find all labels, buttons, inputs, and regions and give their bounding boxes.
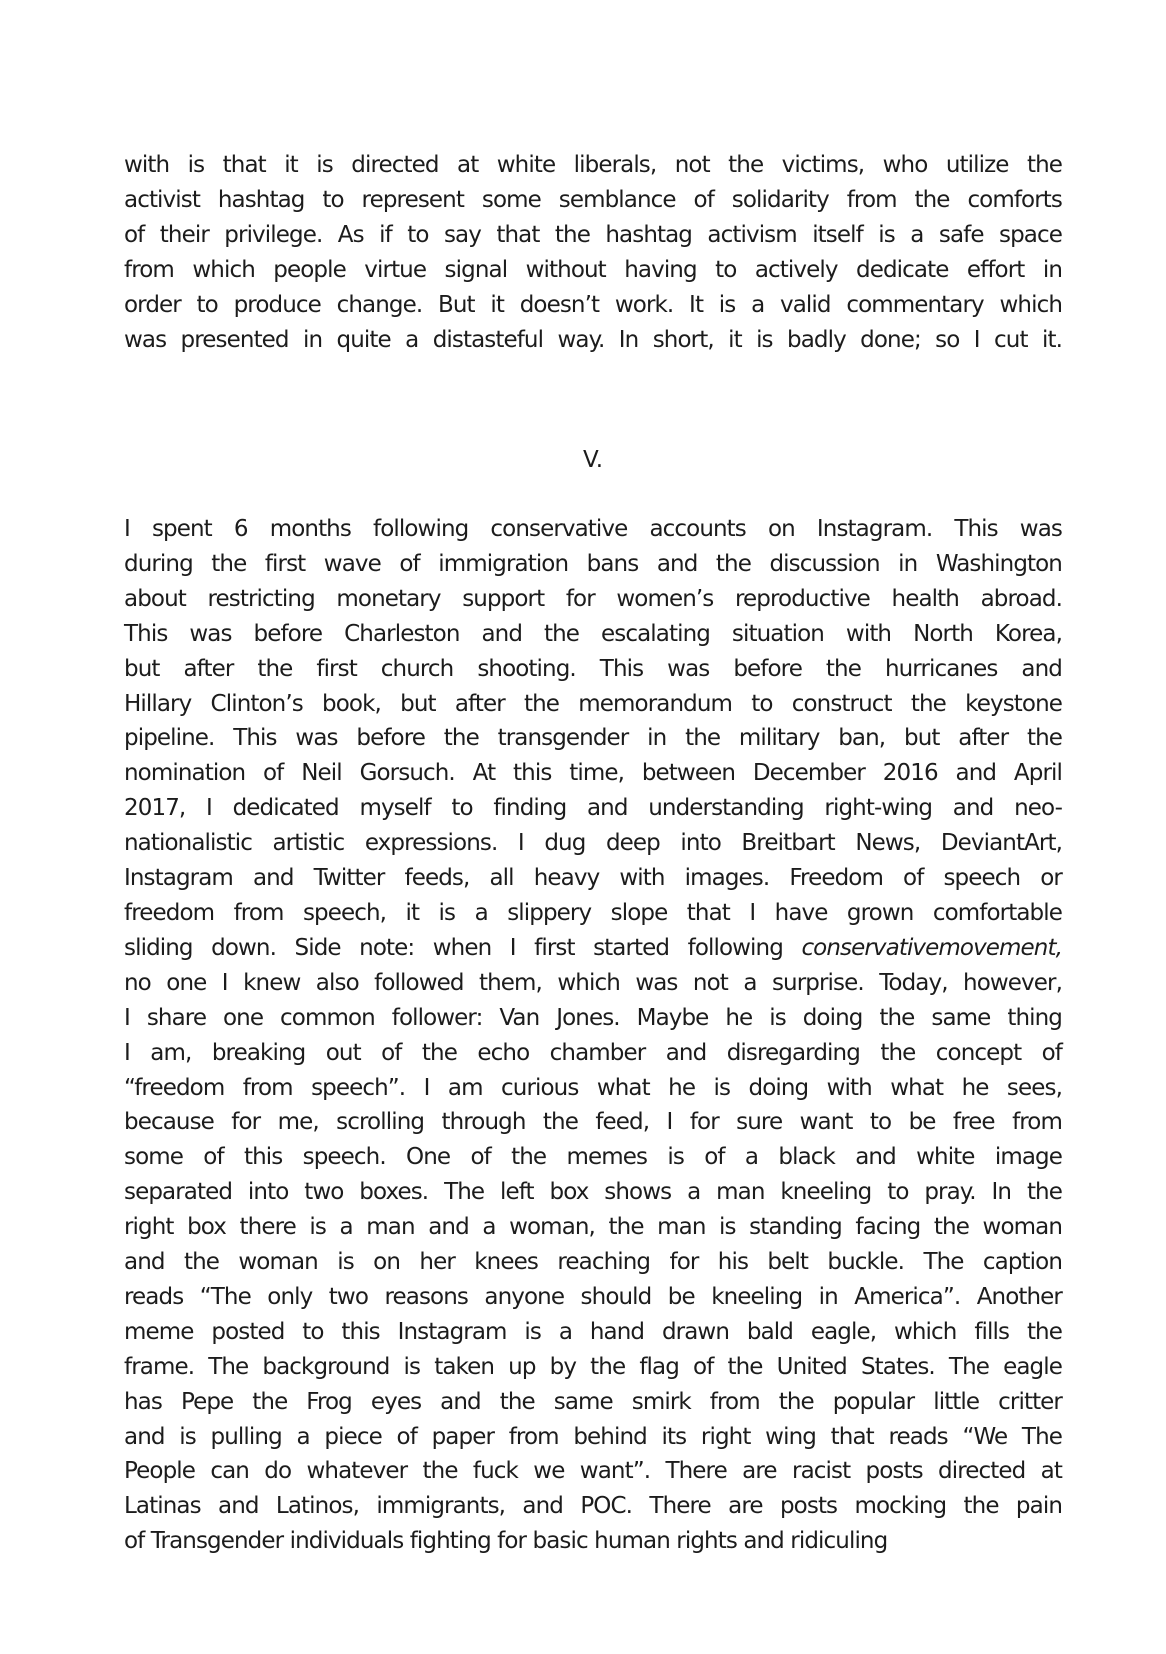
text-line: I share one common follower: Van Jones. Maybe he is doing the same thing	[124, 1004, 1062, 1031]
paragraph-2	[124, 512, 1062, 1559]
text-line: order to produce change. But it doesn’t work. It is a valid commentary which	[124, 291, 1062, 318]
text-line: was presented in quite a distasteful way. In short, it is badly done; so I cut it.	[124, 326, 1062, 353]
paragraph-1	[124, 148, 1062, 357]
text-line-with-italic	[124, 931, 1062, 966]
text-segment: sliding down. Side note: when I first started following	[124, 934, 802, 961]
text-line: People can do whatever the fuck we want”. There are racist posts directed at	[124, 1458, 1062, 1485]
text-line: This was before Charleston and the escalating situation with North Korea,	[124, 620, 1062, 647]
text-line: activist hashtag to represent some semblance of solidarity from the comforts	[124, 186, 1062, 213]
text-line: during the first wave of immigration bans and the discussion in Washington	[124, 550, 1062, 577]
text-line: Hillary Clinton’s book, but after the memorandum to construct the keystone	[124, 690, 1062, 717]
text-line: from which people virtue signal without having to actively dedicate effort in	[124, 256, 1062, 283]
italic-account-name: conservativemovement,	[801, 934, 1062, 961]
text-line: and is pulling a piece of paper from behind its right wing that reads “We The	[124, 1423, 1062, 1450]
text-line: reads “The only two reasons anyone should be kneeling in America”. Another	[124, 1283, 1062, 1310]
text-line: of Transgender individuals fighting for basic human rights and ridiculing	[124, 1528, 888, 1555]
text-line: and the woman is on her knees reaching for his belt buckle. The caption	[124, 1249, 1062, 1276]
text-line: “freedom from speech”. I am curious what he is doing with what he sees,	[124, 1074, 1062, 1101]
text-line: right box there is a man and a woman, the man is standing facing the woman	[124, 1214, 1062, 1241]
text-line: because for me, scrolling through the feed, I for sure want to be free from	[124, 1109, 1062, 1136]
text-line: meme posted to this Instagram is a hand drawn bald eagle, which fills the	[124, 1318, 1062, 1345]
text-line: but after the first church shooting. This was before the hurricanes and	[124, 655, 1062, 682]
text-line: some of this speech. One of the memes is of a black and white image	[124, 1144, 1062, 1171]
section-heading: V.	[582, 447, 604, 473]
text-line: freedom from speech, it is a slippery slope that I have grown comfortable	[124, 899, 1062, 926]
text-line: with is that it is directed at white liberals, not the victims, who utilize the	[124, 152, 1062, 178]
text-line: 2017, I dedicated myself to finding and understanding right-wing and neo-	[124, 795, 1062, 822]
text-line: nationalistic artistic expressions. I dug deep into Breitbart News, DeviantArt,	[124, 830, 1062, 857]
text-line: separated into two boxes. The left box shows a man kneeling to pray. In the	[124, 1179, 1062, 1206]
text-line: Latinas and Latinos, immigrants, and POC. There are posts mocking the pain	[124, 1493, 1062, 1520]
text-line: Instagram and Twitter feeds, all heavy with images. Freedom of speech or	[124, 865, 1062, 892]
text-line: about restricting monetary support for women’s reproductive health abroad.	[124, 585, 1062, 612]
text-line: no one I knew also followed them, which was not a surprise. Today, however,	[124, 969, 1062, 996]
text-line: nomination of Neil Gorsuch. At this time, between December 2016 and April	[124, 760, 1062, 787]
text-line: I spent 6 months following conservative accounts on Instagram. This was	[124, 516, 1062, 542]
text-line: I am, breaking out of the echo chamber and disregarding the concept of	[124, 1039, 1062, 1066]
text-line: frame. The background is taken up by the flag of the United States. The eagle	[124, 1353, 1062, 1380]
text-line: has Pepe the Frog eyes and the same smirk from the popular little critter	[124, 1388, 1062, 1415]
text-line: pipeline. This was before the transgender in the military ban, but after the	[124, 725, 1062, 752]
text-line: of their privilege. As if to say that the hashtag activism itself is a safe space	[124, 221, 1062, 248]
